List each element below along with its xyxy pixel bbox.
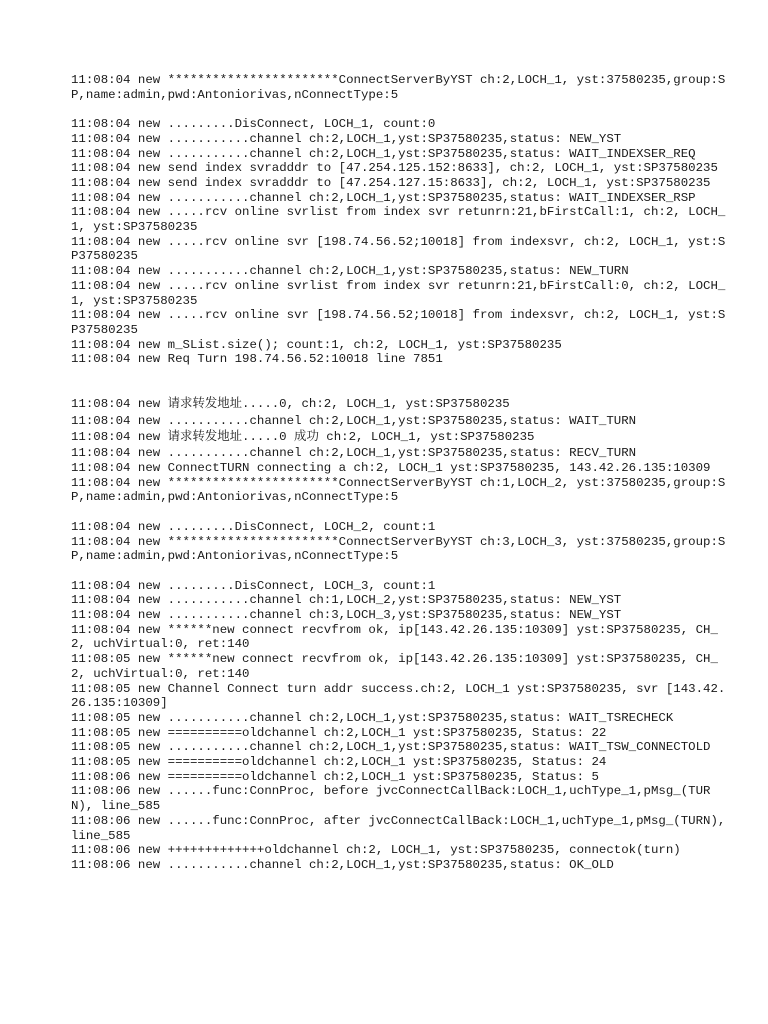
log-lines [71,73,731,873]
blank-line [71,382,731,397]
log-line: 11:08:04 new ***********************ConnectServerByYST ch:3,LOCH_3, yst:37580235,group:SP,name:admin,pwd:Antoniorivas,nConnectType:5 [71,534,726,564]
log-line: 11:08:04 new 请求转发地址.....0 成功 ch:2, LOCH_1, yst:SP37580235 [71,429,535,444]
log-line: 11:08:04 new ***********************ConnectServerByYST ch:1,LOCH_2, yst:37580235,group:SP,name:admin,pwd:Antoniorivas,nConnectType:5 [71,475,726,505]
log-line: 11:08:04 new ConnectTURN connecting a ch:2, LOCH_1 yst:SP37580235, 143.42.26.135:10309 [71,461,711,476]
log-line: 11:08:04 new send index svradddr to [47.254.125.152:8633], ch:2, LOCH_1, yst:SP37580235 [71,161,718,176]
log-line: 11:08:04 new .....rcv online svrlist from index svr retunrn:21,bFirstCall:0, ch:2, LOCH_1, yst:SP37580235 [71,278,726,308]
log-line: 11:08:04 new Req Turn 198.74.56.52:10018 line 7851 [71,352,443,367]
log-line: 11:08:04 new ...........channel ch:2,LOCH_1,yst:SP37580235,status: NEW_YST [71,131,622,146]
log-line: 11:08:04 new ...........channel ch:2,LOCH_1,yst:SP37580235,status: WAIT_TURN [71,414,637,429]
log-line: 11:08:06 new ==========oldchannel ch:2,LOCH_1 yst:SP37580235, Status: 5 [71,769,599,784]
log-line: 11:08:04 new ...........channel ch:2,LOCH_1,yst:SP37580235,status: WAIT_INDEXSER_REQ [71,146,696,161]
log-line: 11:08:04 new ***********************ConnectServerByYST ch:2,LOCH_1, yst:37580235,group:SP,name:admin,pwd:Antoniorivas,nConnectType:5 [71,73,726,102]
log-page [71,73,731,873]
log-line: 11:08:05 new ==========oldchannel ch:2,LOCH_1 yst:SP37580235, Status: 24 [71,755,607,770]
log-line: 11:08:06 new ......func:ConnProc, before jvcConnectCallBack:LOCH_1,uchType_1,pMsg_(TURN), line_585 [71,784,711,814]
blank-line [71,367,731,382]
log-line: 11:08:04 new .....rcv online svr [198.74.56.52;10018] from indexsvr, ch:2, LOCH_1, yst:SP37580235 [71,308,726,337]
log-line: 11:08:04 new ...........channel ch:2,LOCH_1,yst:SP37580235,status: WAIT_INDEXSER_RSP [71,190,696,205]
log-line: 11:08:05 new ==========oldchannel ch:2,LOCH_1 yst:SP37580235, Status: 22 [71,725,607,740]
log-line: 11:08:05 new ...........channel ch:2,LOCH_1,yst:SP37580235,status: WAIT_TSW_CONNECTOLD [71,740,711,755]
log-line: 11:08:04 new ...........channel ch:1,LOCH_2,yst:SP37580235,status: NEW_YST [71,593,622,608]
log-line: 11:08:06 new ...........channel ch:2,LOCH_1,yst:SP37580235,status: OK_OLD [71,857,614,872]
log-line: 11:08:06 new ......func:ConnProc, after jvcConnectCallBack:LOCH_1,uchType_1,pMsg_(TURN), line_585 [71,813,733,843]
log-line: 11:08:05 new ******new connect recvfrom ok, ip[143.42.26.135:10309] yst:SP37580235, CH_2, uchVirtual:0, ret:140 [71,652,718,681]
log-line: 11:08:04 new 请求转发地址.....0, ch:2, LOCH_1, yst:SP37580235 [71,397,510,412]
log-line: 11:08:06 new +++++++++++++oldchannel ch:2, LOCH_1, yst:SP37580235, connectok(turn) [71,843,681,858]
log-line: 11:08:04 new m_SList.size(); count:1, ch:2, LOCH_1, yst:SP37580235 [71,337,562,352]
log-line: 11:08:04 new ...........channel ch:2,LOCH_1,yst:SP37580235,status: NEW_TURN [71,264,629,279]
log-line: 11:08:04 new .........DisConnect, LOCH_3, count:1 [71,578,436,593]
log-line: 11:08:04 new .........DisConnect, LOCH_2, count:1 [71,519,436,534]
blank-line [71,564,731,579]
blank-line [71,505,731,520]
log-line: 11:08:04 new .....rcv online svrlist from index svr retunrn:21,bFirstCall:1, ch:2, LOCH_1, yst:SP37580235 [71,205,726,235]
log-line: 11:08:05 new ...........channel ch:2,LOCH_1,yst:SP37580235,status: WAIT_TSRECHECK [71,710,674,725]
log-line: 11:08:04 new send index svradddr to [47.254.127.15:8633], ch:2, LOCH_1, yst:SP37580235 [71,175,711,190]
log-line: 11:08:04 new .....rcv online svr [198.74.56.52;10018] from indexsvr, ch:2, LOCH_1, yst:SP37580235 [71,234,726,264]
blank-line [71,102,731,117]
log-line: 11:08:05 new Channel Connect turn addr success.ch:2, LOCH_1 yst:SP37580235, svr [143.42.26.135:10309] [71,681,726,711]
log-line: 11:08:04 new .........DisConnect, LOCH_1, count:0 [71,117,436,132]
log-line: 11:08:04 new ...........channel ch:3,LOCH_3,yst:SP37580235,status: NEW_YST [71,608,622,623]
log-line: 11:08:04 new ...........channel ch:2,LOCH_1,yst:SP37580235,status: RECV_TURN [71,446,637,461]
log-line: 11:08:04 new ******new connect recvfrom ok, ip[143.42.26.135:10309] yst:SP37580235, CH_2, uchVirtual:0, ret:140 [71,622,718,652]
